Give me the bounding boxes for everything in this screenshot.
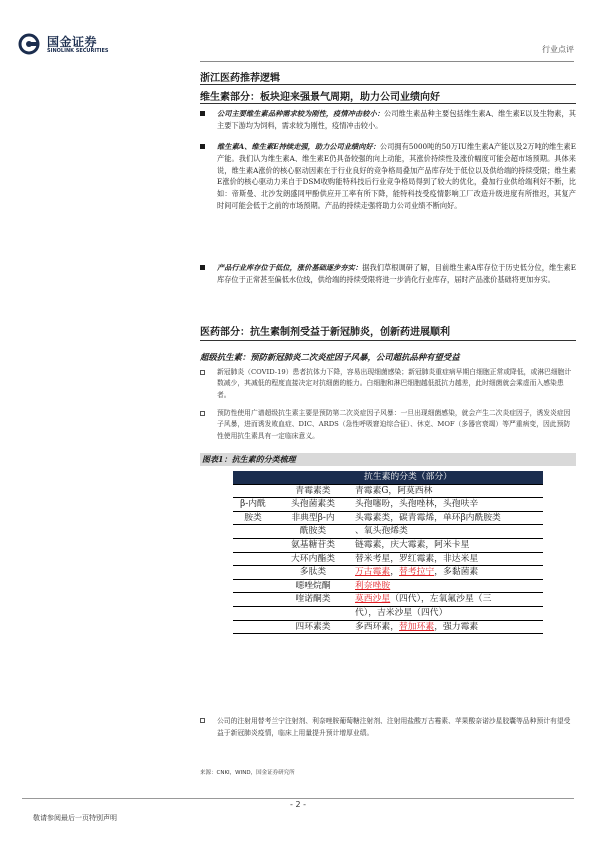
table-header: 抗生素的分类（部分） (273, 471, 543, 484)
class-family-cell (233, 579, 273, 593)
class-name-cell: 头孢菌素类 (273, 498, 353, 512)
drug-list-cell (353, 484, 543, 498)
drug-text: （四代），左氧氟沙星（三 (390, 594, 492, 605)
class-name-cell: 酰胺类 (273, 525, 353, 539)
bullet-covid-infection (200, 367, 576, 401)
bullet-square-icon (200, 411, 205, 416)
class-name-cell: 氨基糖苷类 (273, 538, 353, 552)
class-family-cell (233, 593, 273, 607)
table-header-row (233, 471, 543, 484)
bullet-cytokine-storm (200, 408, 576, 442)
highlighted-drug: 莫西沙星 (355, 594, 391, 605)
page-number: - 2 - (290, 800, 306, 809)
highlighted-drug: 利奈唑胺 (355, 580, 391, 591)
drug-text: ，强力霉素 (434, 621, 479, 632)
class-family-cell: 胺类 (233, 511, 273, 525)
highlighted-drug: 替考拉宁 (399, 567, 435, 578)
divider (200, 103, 576, 104)
footer-divider (22, 798, 574, 799)
table-row (233, 579, 543, 593)
bullet-vitamin-demand (200, 108, 576, 132)
bullet-lead: 公司主要维生素品种需求较为刚性，疫情冲击较小： (217, 109, 384, 118)
table-row (233, 525, 543, 539)
bullet-square-icon (200, 265, 205, 270)
page-header (0, 0, 596, 62)
drug-list-cell (353, 606, 543, 620)
bullet-inventory (200, 262, 576, 286)
table-row (233, 538, 543, 552)
report-type: 行业点评 (542, 45, 574, 54)
bullet-square-icon (200, 370, 205, 375)
class-name-cell: 青霉素类 (273, 484, 353, 498)
bullet-text: 公司的注射用替考兰宁注射剂、利奈唑胺葡萄糖注射剂、注射用盐酸万古霉素、苹果酸奈诺沙星胶囊等品种预计有望受益于新冠肺炎疫情，临床上用量提升预计增厚业绩。 (217, 717, 571, 737)
sinolink-logo-icon (17, 33, 43, 55)
bullet-lead: 维生素A、维生素E持续走强，助力公司业绩向好： (217, 142, 380, 151)
table-row (233, 593, 543, 607)
table-row (233, 552, 543, 566)
bullet-text: 据我们草根调研了解，目前维生素A库存位于历史低分位，维生素E库存位于正常甚至偏低水位线，供给端的持续受限将进一步消化行业库存，届时产品涨价基础将更加夯实。 (217, 263, 576, 284)
bullet-text: 公司拥有5000吨的50万IU维生素A产能以及2万吨的维生素E产能。我们认为维生素A、维生素E仍具备较强的向上动能，其涨价持续性及涨价幅度可能会超市场预期。具体来说，维生素A涨价的核心驱动因素在于行业良好的竞争格局叠加产品库存处于低位以及供给端的持续受限；维生素E涨价的核心驱动力来自于DSM收购能特科技后行业竞争格局得到了较大的优化，叠加行业供给端利好不断，比如：帝斯曼、北沙发朗盛同甲酚供应开工率有所下降，能特科技受疫情影响工厂改造升级进度有所推迟，其复产时间可能会低于之前的市场预期。产品的持续走强将助力公司业绩不断向好。 (217, 142, 576, 210)
table-row (233, 498, 543, 512)
divider (200, 340, 576, 341)
section-title-zhejiang: 浙江医药推荐逻辑 (200, 73, 280, 84)
class-family-cell: β-内酰 (233, 498, 273, 512)
section-subtitle-vitamin: 维生素部分：板块迎来强景气周期，助力公司业绩向好 (200, 92, 440, 103)
drug-list-cell (353, 525, 543, 539)
figure-source: 来源：CNKI，WIND，国金证券研究所 (200, 770, 295, 776)
logo-chinese-name: 国金证券 (47, 35, 98, 49)
drug-list-cell (353, 511, 543, 525)
class-family-cell (233, 566, 273, 580)
drug-text: 青霉素G，阿莫西林 (355, 485, 433, 496)
drug-list-cell (353, 566, 543, 580)
class-name-cell: 噁唑烷酮 (273, 579, 353, 593)
table-row (233, 620, 543, 634)
highlighted-drug: 万古霉素 (355, 567, 391, 578)
class-family-cell (233, 538, 273, 552)
table-row (233, 566, 543, 580)
bullet-square-icon (200, 718, 205, 723)
class-family-cell (233, 552, 273, 566)
subhead-super-antibiotics: 超级抗生素：预防新冠肺炎二次炎症因子风暴，公司超抗品种有望受益 (200, 352, 460, 362)
divider (200, 84, 576, 85)
antibiotic-classification-table (233, 471, 543, 634)
drug-list-cell (353, 579, 543, 593)
drug-text: 、氧头孢烯类 (355, 526, 408, 537)
class-name-cell: 喹诺酮类 (273, 593, 353, 607)
class-name-cell: 多肽类 (273, 566, 353, 580)
bullet-company-products (200, 715, 576, 739)
class-family-cell (233, 525, 273, 539)
table-row (233, 606, 543, 620)
class-family-cell (233, 620, 273, 634)
highlighted-drug: 替加环素 (399, 621, 435, 632)
drug-text: 代），吉米沙星（四代） (355, 607, 448, 618)
section-title-pharma: 医药部分：抗生素制剂受益于新冠肺炎，创新药进展顺利 (200, 327, 450, 338)
bullet-text: 公司维生素品种主要包括维生素A、维生素E以及生物素，其主要下游均为饲料，需求较为刚性，疫情冲击较小。 (217, 109, 576, 130)
bullet-lead: 产品行业库存位于低位，涨价基础逐步夯实： (217, 263, 363, 272)
class-name-cell (273, 606, 353, 620)
class-name-cell: 四环素类 (273, 620, 353, 634)
bullet-text: 预防性使用广谱超级抗生素主要是预防第二次炎症因子风暴：一旦出现细菌感染，就会产生二次炎症因子，诱发炎症因子风暴，进而诱发败血症、DIC、ARDS（急性呼吸窘迫综合征）、休克、MOF（多器官衰竭）等严重病变，因此预防性使用抗生素具有一定临床意义。 (217, 409, 571, 440)
table-row (233, 484, 543, 498)
drug-text: 头霉素类，碳青霉烯，单环β内酰胺类 (355, 512, 501, 523)
disclaimer-note: 敬请参阅最后一页特别声明 (33, 814, 117, 822)
drug-list-cell (353, 538, 543, 552)
drug-list-cell (353, 552, 543, 566)
drug-text: 多西环素， (355, 621, 399, 632)
bullet-square-icon (200, 111, 205, 116)
drug-text: 替米考星，罗红霉素，非达米星 (355, 553, 479, 564)
bullet-vitamin-ae (200, 141, 576, 212)
drug-text: 头孢噻吩，头孢唑林，头孢呋辛 (355, 499, 479, 510)
bullet-text: 新冠肺炎（COVID-19）患者抗体力下降，容易出现细菌感染；新冠肺炎重症病早期白细胞正常或降低，或淋巴细胞计数减少，其减低的程度直接决定对抗细菌的能力。白细胞和淋巴细胞越低抵抗力越差，此时细菌就会乘虚而入感染患者。 (217, 368, 572, 399)
drug-text: 链霉素，庆大霉素，阿米卡星 (355, 539, 470, 550)
bullet-square-icon (200, 144, 205, 149)
drug-list-cell (353, 620, 543, 634)
drug-text: ，多黏菌素 (434, 567, 479, 578)
class-family-cell (233, 484, 273, 498)
drug-list-cell (353, 498, 543, 512)
class-name-cell: 非典型β-内 (273, 511, 353, 525)
header-divider (200, 61, 574, 62)
drug-list-cell (353, 593, 543, 607)
figure-caption: 图表1：抗生素的分类梳理 (200, 453, 576, 466)
drug-text: ， (390, 567, 400, 578)
table-row (233, 511, 543, 525)
class-family-cell (233, 606, 273, 620)
logo-english-name: SINOLINK SECURITIES (47, 48, 109, 54)
class-name-cell: 大环内酯类 (273, 552, 353, 566)
